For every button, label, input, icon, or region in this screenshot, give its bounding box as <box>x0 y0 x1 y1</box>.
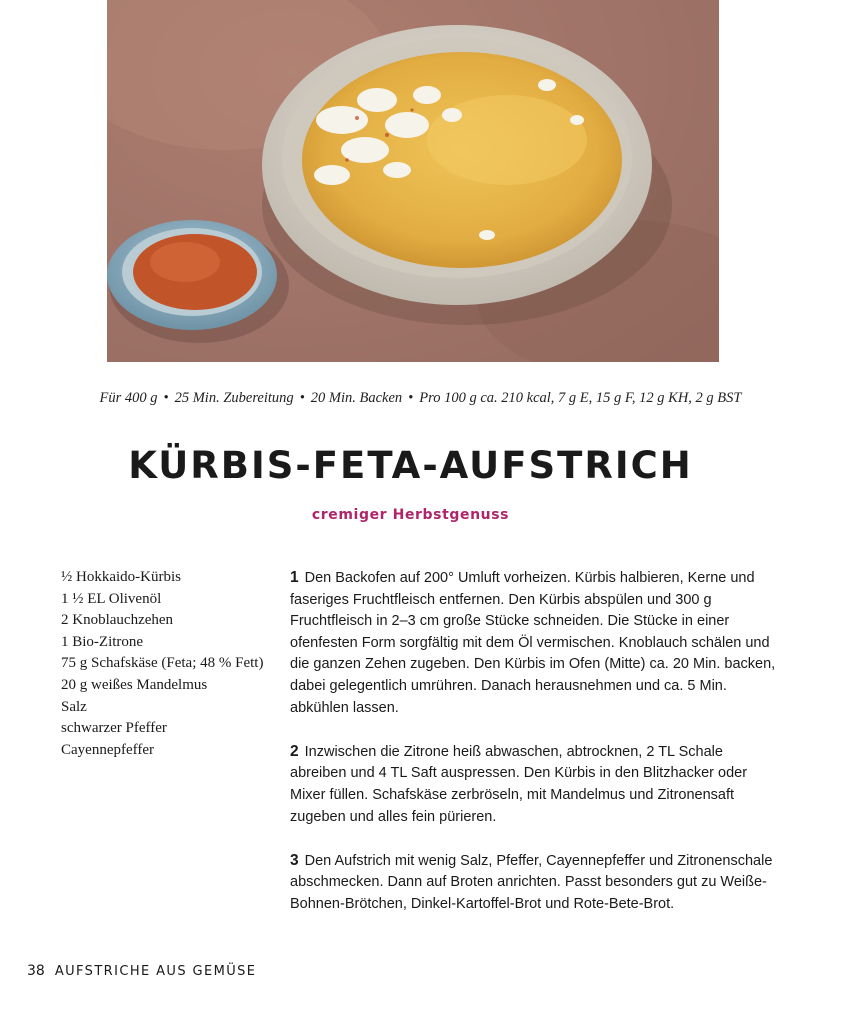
meta-separator: • <box>299 390 305 406</box>
ingredient-item: 1 Bio-Zitrone <box>61 633 144 650</box>
ingredient-item: 2 Knoblauchzehen <box>61 612 174 629</box>
ingredient-item: schwarzer Pfeffer <box>61 720 167 737</box>
step-3 <box>290 850 780 916</box>
step-2 <box>290 741 780 828</box>
ingredient-item: ½ Hokkaido-Kürbis <box>61 569 181 585</box>
step-1 <box>290 567 780 719</box>
ingredient-item: 75 g Schafskäse (Feta; 48 % Fett) <box>61 655 264 672</box>
section-title: AUFSTRICHE AUS GEMÜSE <box>54 964 257 979</box>
ingredient-item: 20 g weißes Mandelmus <box>61 676 208 693</box>
step-text: Inzwischen die Zitrone heiß abwaschen, abtrocknen, 2 TL Schale abreiben und 4 TL Saft auspressen. Den Kürbis in den Blitzhacker oder Mixer füllen. Schafskäse zerbröseln, mit Mandelmus und Zitronensaft zugeben und alles fein pürieren. <box>290 743 748 825</box>
recipe-meta <box>0 390 841 407</box>
recipe-subtitle: cremiger Herbstgenuss <box>311 507 510 523</box>
prep-time: 25 Min. Zubereitung <box>174 390 294 406</box>
spread-bowl-illustration <box>107 0 719 362</box>
yield-text: Für 400 g <box>99 390 158 406</box>
bake-time: 20 Min. Backen <box>310 390 403 406</box>
recipe-photo <box>107 0 719 362</box>
step-text: Den Aufstrich mit wenig Salz, Pfeffer, Cayennepfeffer und Zitronenschale abschmecken. Dann auf Broten anrichten. Passt besonders gut zu Weiße-Bohnen-Brötchen, Dinkel-Kartoffel-Brot und Rote-Bete-Brot. <box>290 852 773 912</box>
preparation-steps <box>290 567 780 937</box>
step-number: 1 <box>290 569 299 586</box>
meta-separator: • <box>163 390 169 406</box>
ingredient-item: Cayennepfeffer <box>61 741 155 758</box>
ingredient-list <box>61 567 276 761</box>
step-number: 3 <box>290 851 299 869</box>
meta-separator: • <box>408 390 414 406</box>
step-number: 2 <box>290 742 299 760</box>
page-number: 38 <box>27 963 45 979</box>
step-text: Den Backofen auf 200° Umluft vorheizen. Kürbis halbieren, Kerne und faseriges Fruchtfleisch entfernen. Den Kürbis abspülen und 300 g Fruchtfleisch in 2–3 cm große Stücke schneiden. Die Stücke in einer ofenfesten Form sorgfältig mit dem Öl vermischen. Knoblauch schälen und die ganzen Zehen zugeben. Den Kürbis im Ofen (Mitte) ca. 20 Min. backen, dabei gelegentlich umrühren. Danach herausnehmen und ca. 5 Min. abkühlen lassen. <box>290 570 776 716</box>
ingredient-item: Salz <box>61 698 87 715</box>
recipe-title: KÜRBIS-FETA-AUFSTRICH <box>128 444 693 487</box>
page-footer <box>27 963 256 979</box>
ingredient-item: 1 ½ EL Olivenöl <box>61 590 162 607</box>
nutrition-info: Pro 100 g ca. 210 kcal, 7 g E, 15 g F, 12 g KH, 2 g BST <box>419 390 742 406</box>
